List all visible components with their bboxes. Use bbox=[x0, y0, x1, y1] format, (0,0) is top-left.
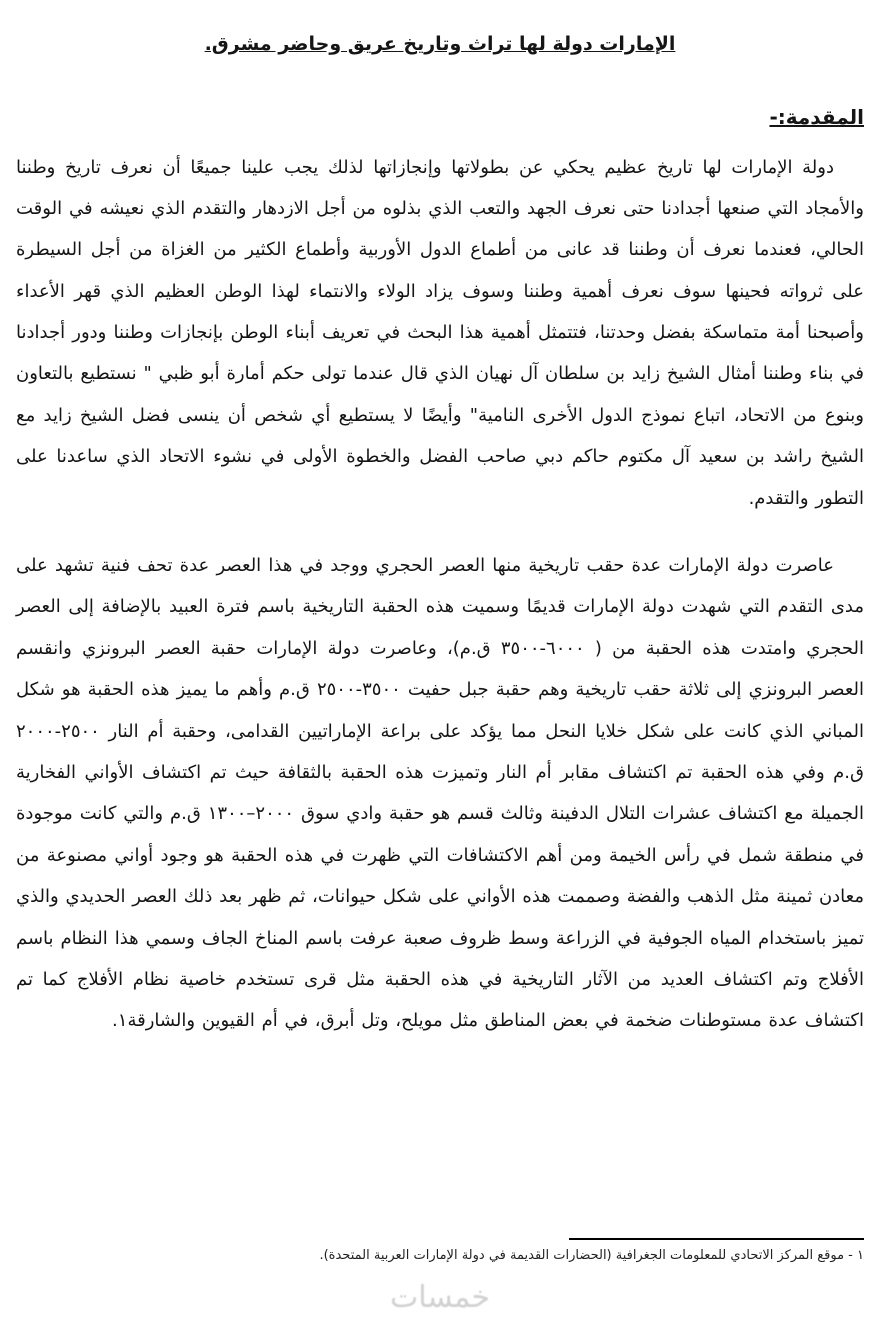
document-title: الإمارات دولة لها تراث وتاريخ عريق وحاضر مشرق. bbox=[204, 33, 676, 55]
paragraph-historical-eras: عاصرت دولة الإمارات عدة حقب تاريخية منها العصر الحجري ووجد في هذا العصر عدة تحف فنية تشهد على مدى التقدم التي شهدت دولة الإمارات قديمًا وسميت هذه الحقبة التاريخية باسم فترة العبيد بالإضافة إلى العصر الحجري وامتدت هذه الحقبة من ( ٦٠٠٠-٣٥٠٠ ق.م)، وعاصرت دولة الإمارات حقبة العصر البرونزي وانقسم العصر البرونزي إلى ثلاثة حقب تاريخية وهم حقبة جبل حفيت ٣٥٠٠-٢٥٠٠ ق.م وأهم ما يميز هذه الحقبة هو شكل المباني الذي كانت على شكل خلايا النحل مما يؤكد على براعة الإماراتيين القدامى، وحقبة أم النار ٢٥٠٠-٢٠٠٠ ق.م وفي هذه الحقبة تم اكتشاف مقابر أم النار وتميزت هذه الحقبة بالثقافة حيث تم اكتشاف الأواني الفخارية الجميلة مع اكتشاف عشرات التلال الدفينة وثالث قسم هو حقبة وادي سوق ٢٠٠٠–١٣٠٠ ق.م والتي كانت موجودة في منطقة شمل في رأس الخيمة ومن أهم الاكتشافات التي ظهرت في هذه الحقبة هو وجود أواني مصنوعة من معادن ثمينة مثل الذهب والفضة وصممت هذه الأواني على شكل حيوانات، ثم ظهر بعد ذلك العصر الحديدي والذي تميز باستخدام المياه الجوفية في الزراعة وسط ظروف صعبة عرفت باسم المناخ الجاف وسمي هذا النظام باسم الأفلاج وتم اكتشاف العديد من الآثار التاريخية في هذه الحقبة مثل قرى تستخدم خاصية نظام الأفلاج كما تم اكتشاف عدة مستوطنات ضخمة في بعض المناطق مثل مويلح، وتل أبرق، في أم القيوين والشارقة١. bbox=[16, 555, 864, 1032]
paragraph-history-intro: دولة الإمارات لها تاريخ عظيم يحكي عن بطولاتها وإنجازاتها لذلك يجب علينا جميعًا أن نعرف تاريخ وطننا والأمجاد التي صنعها أجدادنا حتى نعرف الجهد والتعب الذي بذلوه من أجل الازدهار والتقدم الذي نعيشه في الوقت الحالي، فعندما نعرف أن وطننا قد عانى من أطماع الدول الأوربية وأطماع الكثير من الغزاة من أجل السيطرة على ثرواته فحينها سوف نعرف أهمية وطننا وسوف يزاد الولاء والانتماء لهذا الوطن العظيم الذي قهر الأعداء وأصبحنا أمة متماسكة بفضل وحدتنا، فتتمثل أهمية هذا البحث في تعريف أبناء الوطن بإنجازات وطننا ودور أجدادنا في بناء وطننا أمثال الشيخ زايد بن سلطان آل نهيان الذي قال عندما تولى حكم أمارة أبو ظبي " نستطيع بالتعاون وبنوع من الاتحاد، اتباع نموذج الدول الأخرى النامية" وأيضًا لا يستطيع أي شخص أن ينسى فضل الشيخ زايد مع الشيخ راشد بن سعيد آل مكتوم حاكم دبي صاحب الفضل والخطوة الأولى في نشوء الاتحاد الذي ساعدنا على التطور والتقدم. bbox=[16, 156, 864, 509]
watermark-text: خمسات bbox=[389, 1280, 491, 1315]
footnote-area bbox=[16, 1238, 864, 1267]
footnote-divider bbox=[569, 1238, 864, 1240]
footnote-text: ١ - موقع المركز الاتحادي للمعلومات الجغرافية (الحضارات القديمة في دولة الإمارات العربية المتحدة). bbox=[319, 1248, 864, 1264]
introduction-heading: المقدمة:- bbox=[769, 104, 864, 129]
